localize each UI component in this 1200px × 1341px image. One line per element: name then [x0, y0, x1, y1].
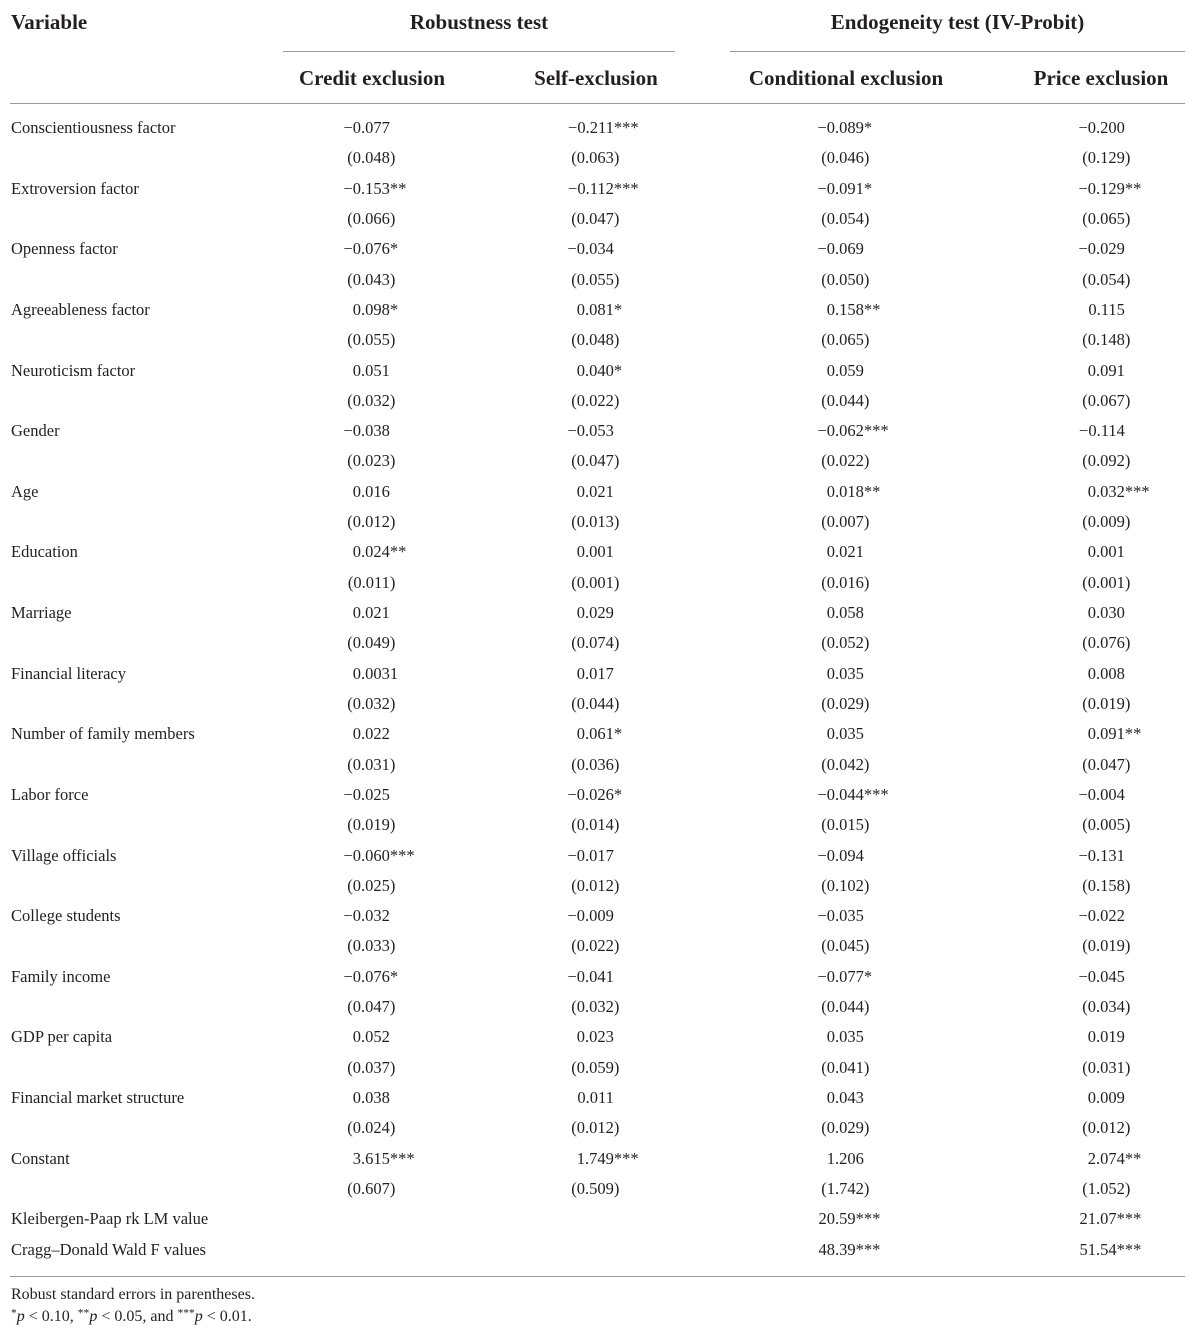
significance-stars: *	[11, 1307, 17, 1320]
variable-label: Neuroticism factor	[11, 360, 136, 380]
standard-error: (0.005)	[1082, 815, 1131, 835]
significance-stars: ***	[855, 1209, 881, 1229]
coefficient-value: 0.011	[577, 1088, 614, 1107]
significance-level	[78, 1308, 174, 1325]
standard-error-row	[0, 628, 1200, 658]
group-header-robustness-test: Robustness test	[283, 0, 675, 52]
standard-error-row	[0, 568, 1200, 598]
significance-stars: *	[863, 118, 873, 137]
standard-error-row	[0, 871, 1200, 901]
coefficient-value: −0.035	[817, 906, 864, 926]
coefficient-value: 3.615	[352, 1148, 390, 1168]
standard-error: (0.049)	[347, 633, 396, 653]
p-symbol: p	[89, 1308, 98, 1325]
coefficient-value: 0.052	[352, 1027, 390, 1047]
standard-error-row	[0, 446, 1200, 476]
standard-error: (0.031)	[1082, 1057, 1131, 1077]
variable-label: Village officials	[11, 845, 117, 865]
standard-error: (0.054)	[1082, 269, 1131, 289]
standard-error: (0.509)	[571, 1178, 620, 1198]
standard-error: (0.001)	[1082, 572, 1131, 592]
standard-error: (0.092)	[1082, 451, 1131, 471]
standard-error: (0.037)	[347, 1057, 396, 1077]
table-row	[0, 841, 1200, 871]
standard-error: (0.047)	[1082, 754, 1131, 774]
p-symbol: p	[194, 1308, 203, 1325]
table-row	[0, 477, 1200, 507]
table-row	[0, 416, 1200, 446]
coefficient-value: 0.018	[826, 481, 864, 501]
standard-error-row	[0, 143, 1200, 173]
standard-error: (0.013)	[571, 512, 620, 532]
variable-label: Openness factor	[11, 239, 118, 259]
standard-error: (0.047)	[571, 208, 620, 228]
coefficient-value: 0.024	[352, 542, 390, 562]
significance-stars: *	[613, 360, 623, 380]
coefficient-value: −0.153	[343, 178, 390, 198]
coefficient-value: −0.211	[568, 118, 614, 137]
standard-error: (0.032)	[571, 997, 620, 1017]
coefficient-value: 0.001	[1087, 542, 1125, 562]
standard-error: (0.009)	[1082, 512, 1131, 532]
coefficient-value: 0.081	[576, 299, 614, 319]
variable-label: Extroversion factor	[11, 178, 139, 198]
standard-error-row	[0, 750, 1200, 780]
coefficient-value: −0.041	[567, 966, 614, 986]
standard-error: (0.044)	[571, 693, 620, 713]
coefficient-value: 0.115	[1088, 299, 1125, 319]
standard-error-row	[0, 689, 1200, 719]
coefficient-value: 0.021	[826, 542, 864, 562]
variable-label: Agreeableness factor	[11, 299, 150, 319]
standard-error: (0.012)	[571, 1118, 620, 1138]
significance-stars: ***	[389, 1148, 415, 1168]
standard-error: (0.048)	[347, 148, 396, 168]
standard-error-row	[0, 265, 1200, 295]
coefficient-value: 51.54	[1079, 1239, 1117, 1259]
table-row	[0, 1083, 1200, 1113]
coefficient-value: 0.0031	[352, 663, 399, 683]
standard-error: (0.016)	[821, 572, 870, 592]
standard-error: (0.034)	[1082, 997, 1131, 1017]
coefficient-value: −0.069	[817, 239, 864, 259]
table-row	[0, 659, 1200, 689]
coefficient-value: −0.060	[343, 845, 390, 865]
table-row	[0, 1022, 1200, 1052]
variable-label: Cragg–Donald Wald F values	[11, 1239, 206, 1259]
coefficient-value: −0.034	[567, 239, 614, 259]
table-body	[0, 113, 1200, 1265]
significance-stars: *	[613, 299, 623, 319]
coefficient-value: 0.058	[826, 603, 864, 622]
coefficient-value: −0.077	[817, 966, 864, 986]
standard-error: (0.063)	[571, 148, 620, 168]
standard-error: (0.032)	[347, 390, 396, 410]
standard-error-row	[0, 992, 1200, 1022]
footnote-significance	[11, 1306, 252, 1328]
variable-label: College students	[11, 906, 121, 926]
coefficient-value: −0.038	[343, 421, 390, 441]
coefficient-value: 0.019	[1087, 1027, 1125, 1047]
standard-error: (0.007)	[821, 512, 870, 532]
coefficient-value: −0.114	[1079, 421, 1125, 441]
variable-label: Kleibergen-Paap rk LM value	[11, 1209, 209, 1229]
standard-error-row	[0, 204, 1200, 234]
bottom-rule	[10, 1276, 1185, 1277]
standard-error: (0.054)	[821, 208, 870, 228]
significance-stars: *	[389, 239, 399, 259]
table-row	[0, 962, 1200, 992]
standard-error: (0.102)	[821, 875, 870, 895]
coefficient-value: −0.131	[1078, 845, 1125, 865]
significance-stars: **	[1124, 724, 1142, 744]
standard-error: (0.055)	[571, 269, 620, 289]
coefficient-value: 0.035	[826, 724, 864, 744]
standard-error: (0.012)	[571, 875, 620, 895]
standard-error: (0.055)	[347, 330, 396, 350]
coefficient-value: −0.200	[1078, 118, 1125, 137]
significance-stars: ***	[613, 1148, 639, 1168]
standard-error: (0.065)	[821, 330, 870, 350]
standard-error: (0.074)	[571, 633, 620, 653]
standard-error: (0.046)	[821, 148, 870, 168]
significance-stars: ***	[177, 1307, 195, 1320]
coefficient-value: 1.749	[576, 1148, 614, 1168]
variable-label: Education	[11, 542, 78, 562]
significance-stars: **	[863, 299, 881, 319]
significance-stars: *	[613, 724, 623, 744]
coefficient-value: −0.032	[343, 906, 390, 926]
standard-error-row	[0, 325, 1200, 355]
variable-label: Constant	[11, 1148, 70, 1168]
standard-error: (0.043)	[347, 269, 396, 289]
variable-label: Number of family members	[11, 724, 195, 744]
standard-error: (0.044)	[821, 997, 870, 1017]
significance-stars: ***	[613, 118, 639, 137]
standard-error: (0.067)	[1082, 390, 1131, 410]
footnote-standard-errors: Robust standard errors in parentheses.	[11, 1286, 255, 1303]
coefficient-value: −0.076	[343, 966, 390, 986]
group-header-endogeneity-test: Endogeneity test (IV-Probit)	[730, 0, 1185, 52]
variable-label: Gender	[11, 421, 60, 441]
standard-error: (0.148)	[1082, 330, 1131, 350]
coefficient-value: 1.206	[826, 1148, 864, 1168]
coefficient-value: 0.038	[352, 1088, 390, 1107]
coefficient-value: 0.035	[826, 1027, 864, 1047]
standard-error: (0.066)	[347, 208, 396, 228]
coefficient-value: 0.032	[1087, 481, 1125, 501]
standard-error: (0.019)	[1082, 693, 1131, 713]
coefficient-value: −0.026	[567, 784, 614, 804]
significance-stars: ***	[1124, 481, 1150, 501]
column-header-variable: Variable	[11, 10, 88, 34]
coefficient-value: 0.098	[352, 299, 390, 319]
standard-error: (0.044)	[821, 390, 870, 410]
standard-error: (0.059)	[571, 1057, 620, 1077]
coefficient-value: −0.089	[817, 118, 864, 137]
standard-error: (0.042)	[821, 754, 870, 774]
standard-error-row	[0, 1174, 1200, 1204]
table-row	[0, 1144, 1200, 1174]
standard-error: (0.050)	[821, 269, 870, 289]
standard-error: (0.025)	[347, 875, 396, 895]
significance-stars: *	[863, 966, 873, 986]
coefficient-value: 0.009	[1087, 1088, 1125, 1107]
standard-error-row	[0, 507, 1200, 537]
significance-level	[11, 1308, 74, 1325]
standard-error: (0.022)	[571, 390, 620, 410]
variable-label: Family income	[11, 966, 111, 986]
coefficient-value: 0.029	[576, 603, 614, 622]
significance-stars: *	[863, 178, 873, 198]
standard-error-row	[0, 931, 1200, 961]
standard-error: (0.012)	[347, 512, 396, 532]
standard-error: (0.036)	[571, 754, 620, 774]
standard-error: (0.032)	[347, 693, 396, 713]
coefficient-value: −0.022	[1078, 906, 1125, 926]
standard-error: (0.045)	[821, 936, 870, 956]
column-header-credit-exclusion: Credit exclusion	[298, 66, 446, 90]
significance-threshold: < 0.10,	[28, 1308, 74, 1325]
significance-stars: **	[1124, 178, 1142, 198]
coefficient-value: 0.040	[576, 360, 614, 380]
standard-error: (0.129)	[1082, 148, 1131, 168]
significance-stars: **	[1124, 1148, 1142, 1168]
coefficient-value: 0.035	[826, 663, 864, 683]
significance-stars: ***	[1116, 1209, 1142, 1229]
coefficient-value: 0.061	[576, 724, 614, 744]
coefficient-value: 0.091	[1087, 360, 1125, 380]
significance-stars: ***	[389, 845, 415, 865]
coefficient-value: 2.074	[1087, 1148, 1125, 1168]
standard-error: (0.052)	[821, 633, 870, 653]
coefficient-value: 0.008	[1087, 663, 1125, 683]
significance-stars: **	[389, 178, 407, 198]
standard-error: (0.047)	[571, 451, 620, 471]
coefficient-value: 0.016	[352, 481, 390, 501]
standard-error: (0.158)	[1082, 875, 1131, 895]
coefficient-value: 0.022	[352, 724, 390, 744]
significance-stars: *	[613, 784, 623, 804]
coefficient-value: 0.091	[1087, 724, 1125, 744]
standard-error: (0.048)	[571, 330, 620, 350]
standard-error: (0.029)	[821, 693, 870, 713]
coefficient-value: 0.001	[576, 542, 614, 562]
table-row	[0, 113, 1200, 143]
coefficient-value: −0.091	[817, 178, 864, 198]
table-row	[0, 1235, 1200, 1265]
standard-error: (0.031)	[347, 754, 396, 774]
table-row	[0, 356, 1200, 386]
coefficient-value: −0.094	[817, 845, 864, 865]
significance-stars: **	[863, 481, 881, 501]
coefficient-value: 0.017	[576, 663, 614, 683]
significance-stars: ***	[1116, 1239, 1142, 1259]
variable-label: GDP per capita	[11, 1027, 113, 1047]
coefficient-value: 0.043	[826, 1088, 864, 1107]
coefficient-value: 0.158	[826, 299, 864, 319]
standard-error: (0.033)	[347, 936, 396, 956]
significance-threshold: < 0.01.	[206, 1308, 252, 1325]
coefficient-value: 0.059	[826, 360, 864, 380]
significance-stars: **	[77, 1307, 90, 1320]
table-row	[0, 174, 1200, 204]
standard-error: (0.047)	[347, 997, 396, 1017]
standard-error: (1.742)	[821, 1178, 870, 1198]
coefficient-value: 0.021	[352, 603, 390, 622]
table-row	[0, 719, 1200, 749]
column-header-self-exclusion: Self-exclusion	[534, 66, 658, 90]
standard-error-row	[0, 1053, 1200, 1083]
standard-error: (0.076)	[1082, 633, 1131, 653]
standard-error: (0.012)	[1082, 1118, 1131, 1138]
coefficient-value: 0.023	[576, 1027, 614, 1047]
standard-error: (0.023)	[347, 451, 396, 471]
table-row	[0, 901, 1200, 931]
coefficient-value: −0.029	[1078, 239, 1125, 259]
coefficient-value: −0.077	[343, 118, 390, 137]
variable-label: Financial literacy	[11, 663, 126, 683]
coefficient-value: 21.07	[1079, 1209, 1117, 1229]
standard-error: (0.019)	[347, 815, 396, 835]
table-row	[0, 780, 1200, 810]
coefficient-value: −0.129	[1078, 178, 1125, 198]
standard-error: (0.024)	[347, 1118, 396, 1138]
significance-stars: ***	[613, 178, 639, 198]
coefficient-value: −0.112	[568, 178, 614, 198]
standard-error: (0.001)	[571, 572, 620, 592]
table-row	[0, 1204, 1200, 1234]
coefficient-value: −0.062	[817, 421, 864, 441]
significance-stars: *	[389, 966, 399, 986]
coefficient-value: 0.030	[1087, 603, 1125, 622]
coefficient-value: −0.053	[567, 421, 614, 441]
standard-error: (1.052)	[1082, 1178, 1131, 1198]
table-row	[0, 537, 1200, 567]
table-row	[0, 598, 1200, 628]
p-symbol: p	[16, 1308, 25, 1325]
variable-label: Labor force	[11, 784, 89, 804]
header-rule	[10, 103, 1185, 104]
standard-error: (0.019)	[1082, 936, 1131, 956]
standard-error: (0.011)	[347, 572, 396, 592]
standard-error: (0.022)	[821, 451, 870, 471]
significance-stars: *	[389, 299, 399, 319]
variable-label: Age	[11, 481, 39, 501]
variable-label: Marriage	[11, 603, 72, 622]
significance-level	[177, 1308, 251, 1325]
significance-stars: **	[389, 542, 407, 562]
standard-error: (0.022)	[571, 936, 620, 956]
significance-stars: ***	[855, 1239, 881, 1259]
coefficient-value: −0.045	[1078, 966, 1125, 986]
standard-error: (0.607)	[347, 1178, 396, 1198]
standard-error: (0.041)	[821, 1057, 870, 1077]
coefficient-value: −0.025	[343, 784, 390, 804]
standard-error: (0.029)	[821, 1118, 870, 1138]
coefficient-value: −0.044	[817, 784, 864, 804]
coefficient-value: −0.009	[567, 906, 614, 926]
coefficient-value: −0.017	[567, 845, 614, 865]
column-header-conditional-exclusion: Conditional exclusion	[748, 66, 944, 90]
standard-error: (0.065)	[1082, 208, 1131, 228]
variable-label: Conscientiousness factor	[11, 118, 176, 137]
significance-threshold: < 0.05, and	[101, 1308, 174, 1325]
coefficient-value: −0.076	[343, 239, 390, 259]
column-header-price-exclusion: Price exclusion	[1033, 66, 1169, 90]
standard-error: (0.015)	[821, 815, 870, 835]
variable-label: Financial market structure	[11, 1088, 185, 1107]
standard-error-row	[0, 810, 1200, 840]
coefficient-value: 0.051	[352, 360, 390, 380]
table-row	[0, 234, 1200, 264]
significance-stars: ***	[863, 421, 889, 441]
coefficient-value: 20.59	[818, 1209, 856, 1229]
standard-error: (0.014)	[571, 815, 620, 835]
coefficient-value: −0.004	[1078, 784, 1125, 804]
coefficient-value: 48.39	[818, 1239, 856, 1259]
significance-stars: ***	[863, 784, 889, 804]
standard-error-row	[0, 1113, 1200, 1143]
standard-error-row	[0, 386, 1200, 416]
table-row	[0, 295, 1200, 325]
coefficient-value: 0.021	[576, 481, 614, 501]
